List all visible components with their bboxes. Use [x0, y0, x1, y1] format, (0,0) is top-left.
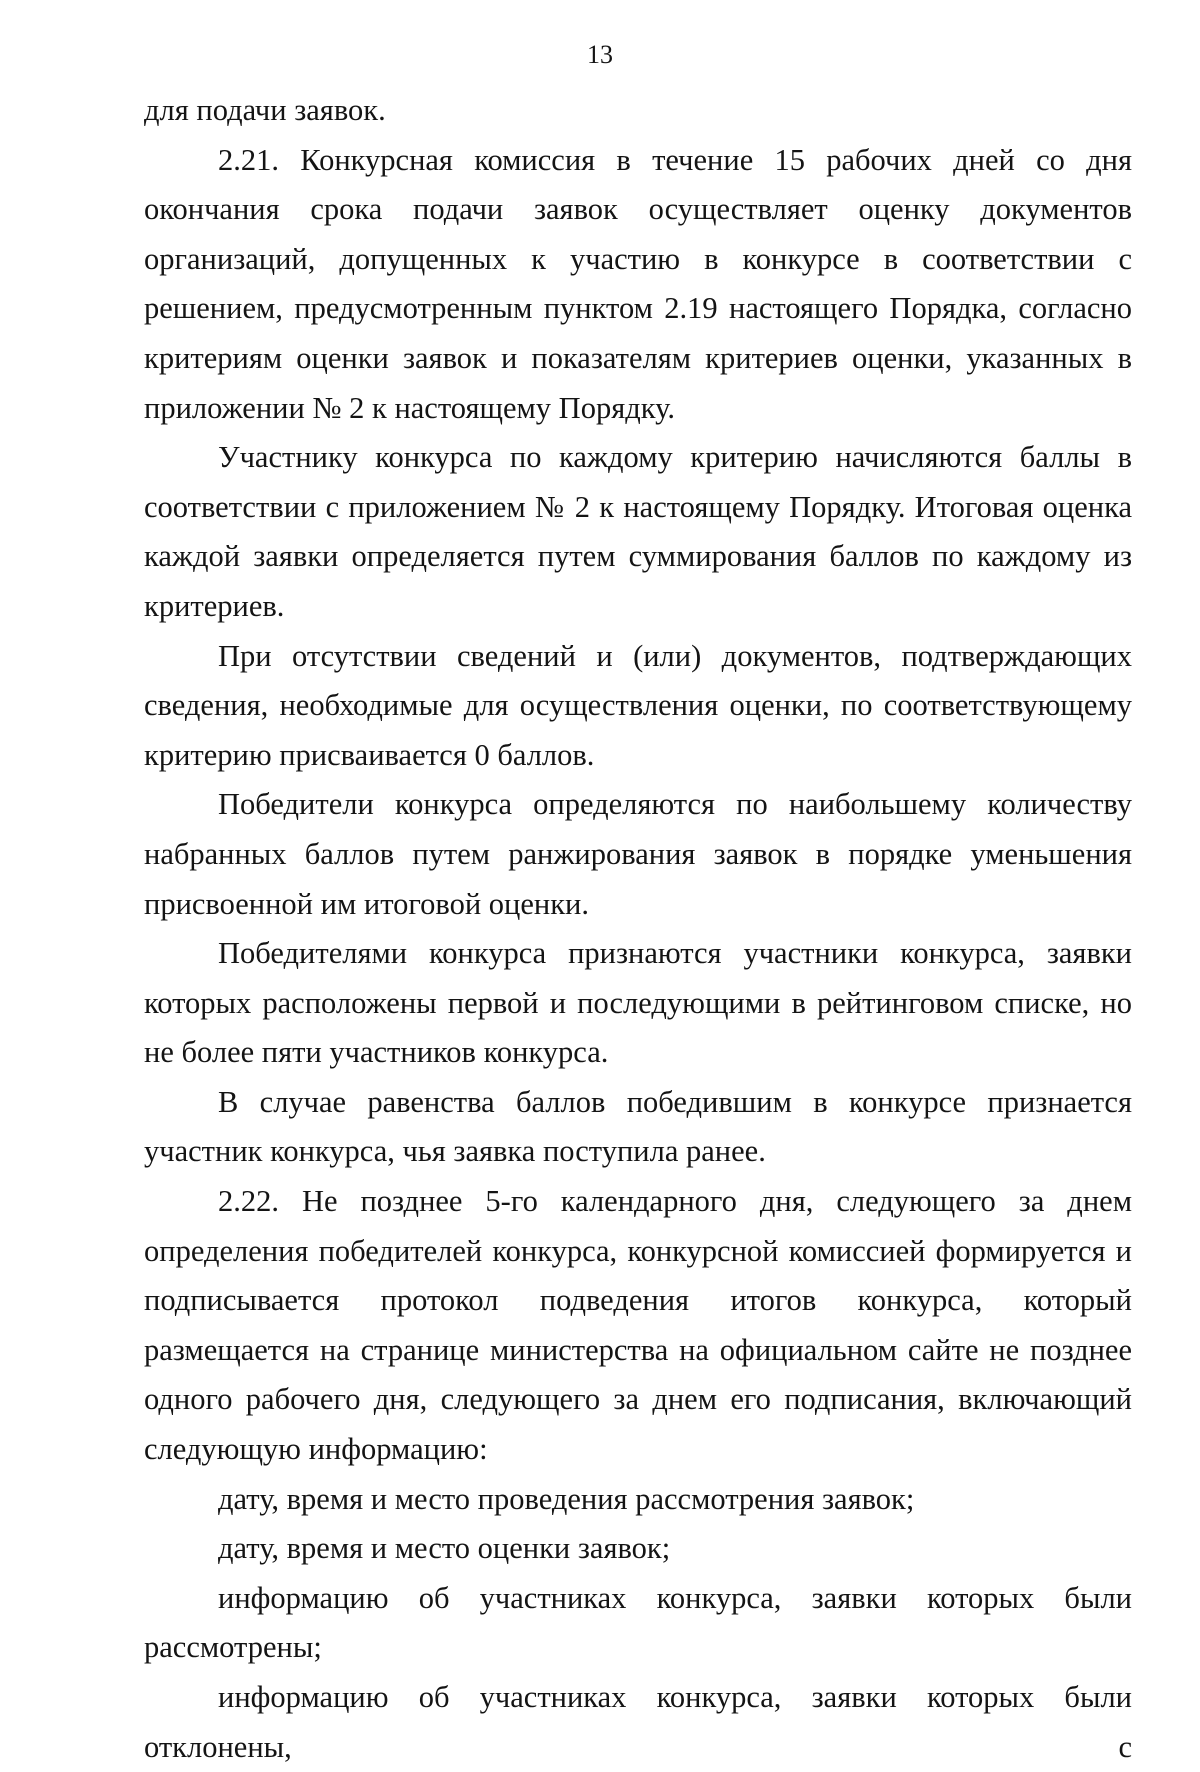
list-item-review-date: дату, время и место проведения рассмотрения заявок;	[218, 1481, 915, 1516]
paragraph-2-21: 2.21. Конкурсная комиссия в течение 15 рабочих дней со дня окончания срока подачи заявок осуществляет оценку документов организаций, допущенных к участию в конкурсе в соответствии с решением, предусмотренным пунктом 2.19 настоящего Порядка, согласно критериям оценки заявок и показателям критериев оценки, указанных в приложении № 2 к настоящему Порядку.	[144, 142, 1132, 425]
paragraph-tie-break: В случае равенства баллов победившим в конкурсе признается участник конкурса, чья заявка поступила ранее.	[144, 1084, 1132, 1169]
list-item-rejected-participants: информацию об участниках конкурса, заявки которых были отклонены, с	[144, 1680, 1132, 1764]
paragraph-scoring: Участнику конкурса по каждому критерию начисляются баллы в соответствии с приложением № 2 к настоящему Порядку. Итоговая оценка каждой заявки определяется путем суммирования баллов по каждому из критериев.	[144, 440, 1132, 623]
list-item-evaluation-date: дату, время и место оценки заявок;	[218, 1531, 671, 1566]
paragraph-winners-ranking: Победители конкурса определяются по наибольшему количеству набранных баллов путем ранжирования заявок в порядке уменьшения присвоенной им итоговой оценки.	[144, 787, 1132, 921]
paragraph-winners-list: Победителями конкурса признаются участники конкурса, заявки которых расположены первой и последующими в рейтинговом списке, но не более пяти участников конкурса.	[144, 936, 1132, 1070]
list-item-reviewed-participants: информацию об участниках конкурса, заявки которых были рассмотрены;	[144, 1580, 1132, 1665]
paragraph-continuation: для подачи заявок.	[144, 93, 386, 127]
paragraph-2-22: 2.22. Не позднее 5-го календарного дня, следующего за днем определения победителей конкурса, конкурсной комиссией формируется и подписывается протокол подведения итогов конкурса, который размещается на странице министерства на официальном сайте не позднее одного рабочего дня, следующего за днем его подписания, включающий следующую информацию:	[144, 1184, 1132, 1467]
page-number: 13	[587, 40, 613, 69]
document-body	[144, 86, 1132, 1772]
paragraph-missing-documents: При отсутствии сведений и (или) документов, подтверждающих сведения, необходимые для осуществления оценки, по соответствующему критерию присваивается 0 баллов.	[144, 638, 1132, 772]
